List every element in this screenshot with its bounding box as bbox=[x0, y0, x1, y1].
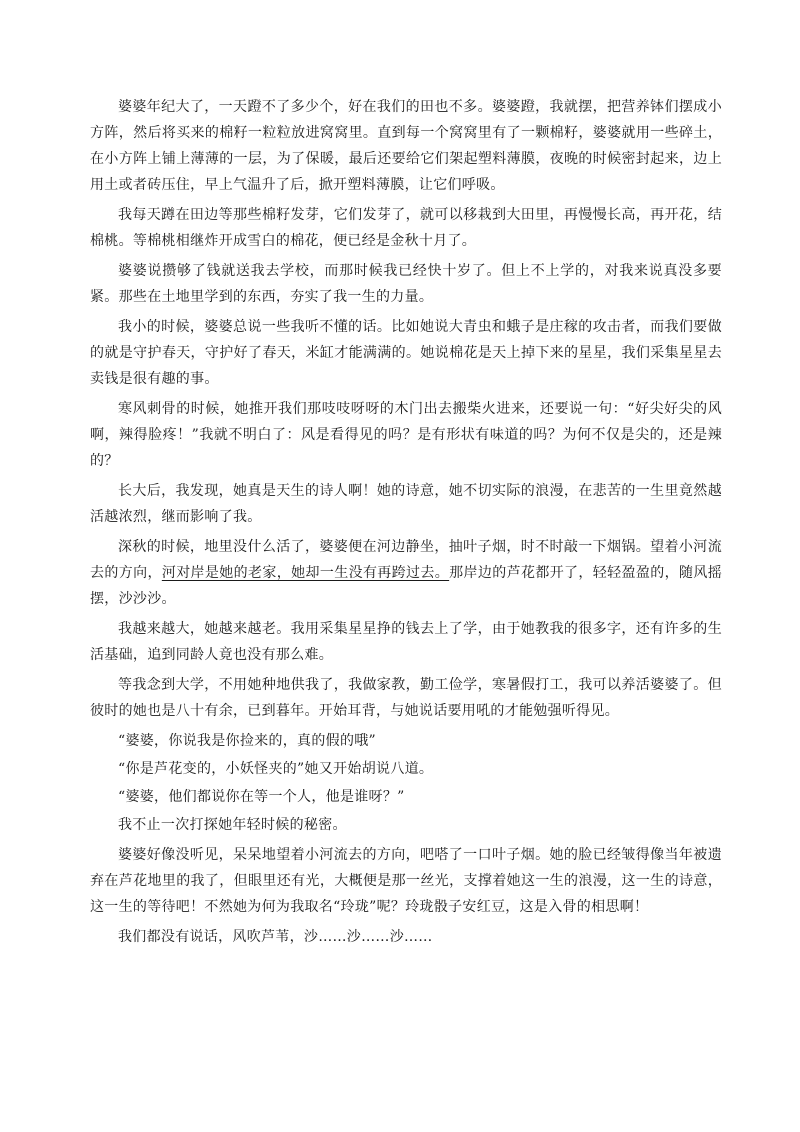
paragraph-9: 等我念到大学，不用她种地供我了，我做家教，勤工俭学，寒暑假打工，我可以养活婆婆了。但彼时的她也是八十有余，已到暮年。开始耳背，与她说话要用吼的才能勉强听得见。 bbox=[90, 677, 722, 719]
paragraph-8: 我越来越大，她越来越老。我用采集星星挣的钱去上了学，由于她教我的很多字，还有许多的生活基础，追到同龄人竟也没有那么难。 bbox=[90, 621, 722, 663]
paragraph-7-after: 那岸边的芦花都开了，轻轻盈盈的，随风摇摆，沙沙沙。 bbox=[90, 565, 723, 607]
underlined-sentence: 河对岸是她的老家，她却一生没有再跨过去。 bbox=[161, 565, 450, 581]
paragraph-2: 我每天蹲在田边等那些棉籽发芽，它们发芽了，就可以移栽到大田里，再慢慢长高，再开花，结棉桃。等棉桃相继炸开成雪白的棉花，便已经是金秋十月了。 bbox=[90, 207, 722, 249]
paragraph-3: 婆婆说攒够了钱就送我去学校，而那时候我已经快十岁了。但上不上学的，对我来说真没多要紧。那些在土地里学到的东西，夯实了我一生的力量。 bbox=[90, 263, 722, 305]
paragraph-5: 寒风刺骨的时候，她推开我们那吱吱呀呀的木门出去搬柴火进来，还要说一句：“好尖好尖的风啊，辣得脸疼！”我就不明白了：风是看得见的吗？是有形状有味道的吗？为何不仅是尖的，还是辣的？ bbox=[90, 401, 722, 469]
dialogue-line-3: “婆婆，他们都说你在等一个人，他是谁呀？” bbox=[118, 789, 405, 805]
paragraph-6: 长大后，我发现，她真是天生的诗人啊！她的诗意，她不切实际的浪漫，在悲苦的一生里竟然越活越浓烈，继而影响了我。 bbox=[90, 483, 722, 525]
dialogue-line-2: “你是芦花变的，小妖怪夹的”她又开始胡说八道。 bbox=[118, 761, 434, 777]
paragraph-7 bbox=[90, 534, 722, 612]
paragraph-4: 我小的时候，婆婆总说一些我听不懂的话。比如她说大青虫和蛾子是庄稼的攻击者，而我们要做的就是守护春天，守护好了春天，米缸才能满满的。她说棉花是天上掉下来的星星，我们采集星星去卖钱是很有趣的事。 bbox=[90, 319, 722, 387]
article-body bbox=[90, 94, 722, 954]
paragraph-14: 婆婆好像没听见，呆呆地望着小河流去的方向，吧嗒了一口叶子烟。她的脸已经皱得像当年被遗弃在芦花地里的我了，但眼里还有光，大概便是那一丝光，支撑着她这一生的浪漫，这一生的诗意，这一生的等待吧！不然她为何为我取名“玲珑”呢？玲珑骰子安红豆，这是入骨的相思啊！ bbox=[90, 847, 722, 915]
paragraph-7-before: 深秋的时候，地里没什么活了，婆婆便在河边静坐，抽叶子烟，时不时敲一下烟锅。望着小河流去的方向， bbox=[90, 539, 722, 581]
dialogue-line-1: “婆婆，你说我是你捡来的，真的假的哦” bbox=[118, 733, 377, 749]
paragraph-1: 婆婆年纪大了，一天蹬不了多少个，好在我们的田也不多。婆婆蹬，我就摆，把营养钵们摆成小方阵，然后将买来的棉籽一粒粒放进窝窝里。直到每一个窝窝里有了一颗棉籽，婆婆就用一些碎土，在小方阵上铺上薄薄的一层，为了保暖，最后还要给它们架起塑料薄膜，夜晚的时候密封起来，边上用土或者砖压住，早上气温升了后，掀开塑料薄膜，让它们呼吸。 bbox=[90, 99, 722, 193]
paragraph-15: 我们都没有说话，风吹芦苇，沙……沙……沙…… bbox=[118, 929, 433, 945]
paragraph-13: 我不止一次打探她年轻时候的秘密。 bbox=[118, 817, 347, 833]
